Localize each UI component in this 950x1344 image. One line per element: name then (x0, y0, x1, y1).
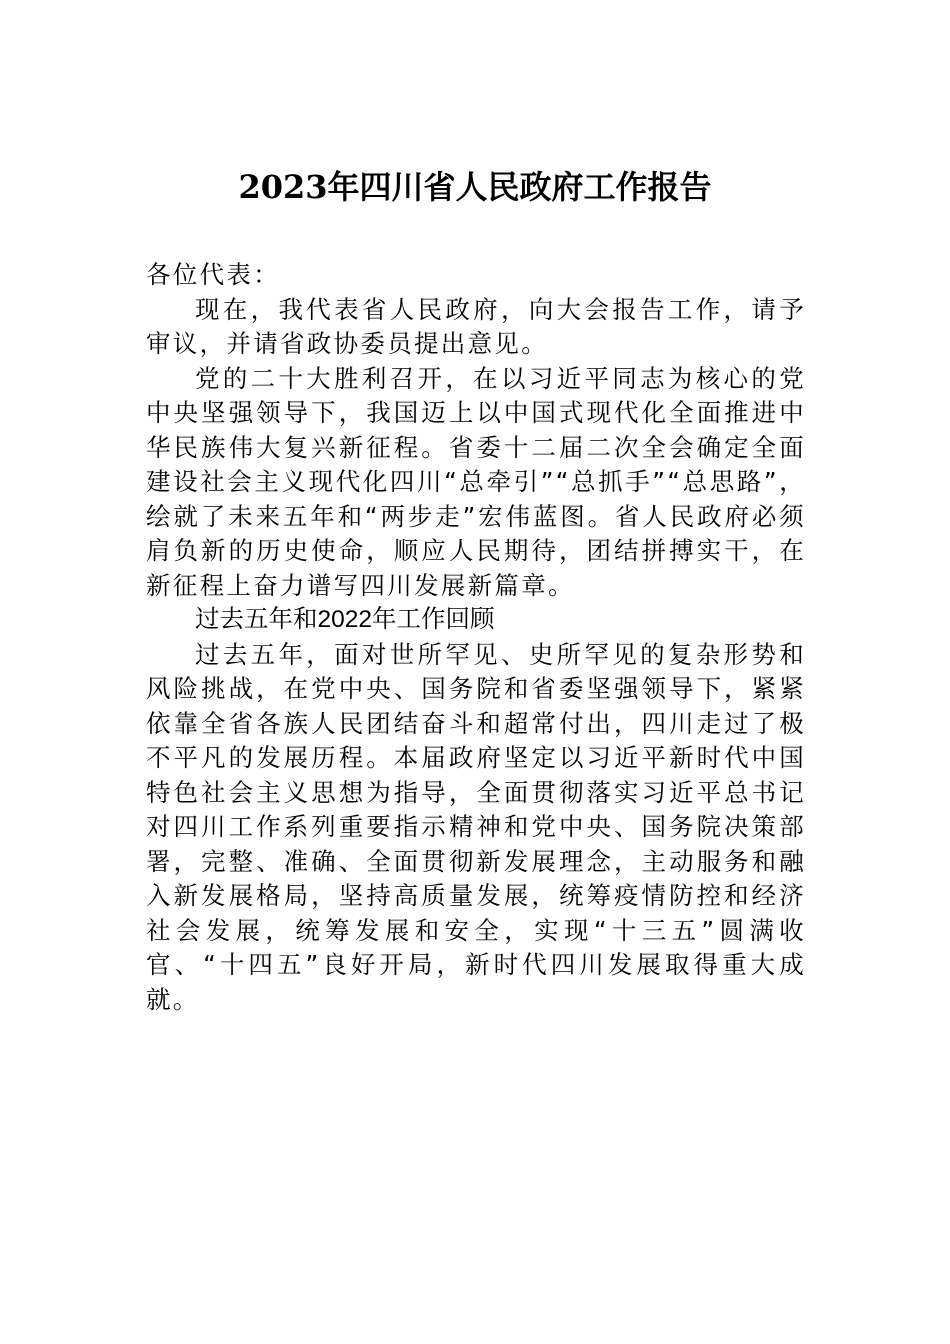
salutation: 各位代表： (146, 260, 280, 289)
document-body (146, 258, 806, 1017)
document-title: 2023年四川省人民政府工作报告 (238, 168, 712, 206)
paragraph-context: 党的二十大胜利召开，在以习近平同志为核心的党中央坚强领导下，我国迈上以中国式现代化全面推进中华民族伟大复兴新征程。省委十二届二次全会确定全面建设社会主义现代化四川“总牵引”“总抓手”“总思路”，绘就了未来五年和“两步走”宏伟蓝图。省人民政府必须肩负新的历史使命，顺应人民期待，团结拼搏实干，在新征程上奋力谱写四川发展新篇章。 (146, 363, 806, 600)
paragraph-opening: 现在，我代表省人民政府，向大会报告工作，请予审议，并请省政协委员提出意见。 (146, 294, 806, 358)
paragraph-review: 过去五年，面对世所罕见、史所罕见的复杂形势和风险挑战，在党中央、国务院和省委坚强领导下，紧紧依靠全省各族人民团结奋斗和超常付出，四川走过了极不平凡的发展历程。本届政府坚定以习近平新时代中国特色社会主义思想为指导，全面贯彻落实习近平总书记对四川工作系列重要指示精神和党中央、国务院决策部署，完整、准确、全面贯彻新发展理念，主动服务和融入新发展格局，坚持高质量发展，统筹疫情防控和经济社会发展，统筹发展和安全，实现“十三五”圆满收官、“十四五”良好开局，新时代四川发展取得重大成就。 (146, 639, 806, 1014)
section-heading: 过去五年和2022年工作回顾 (195, 606, 495, 633)
